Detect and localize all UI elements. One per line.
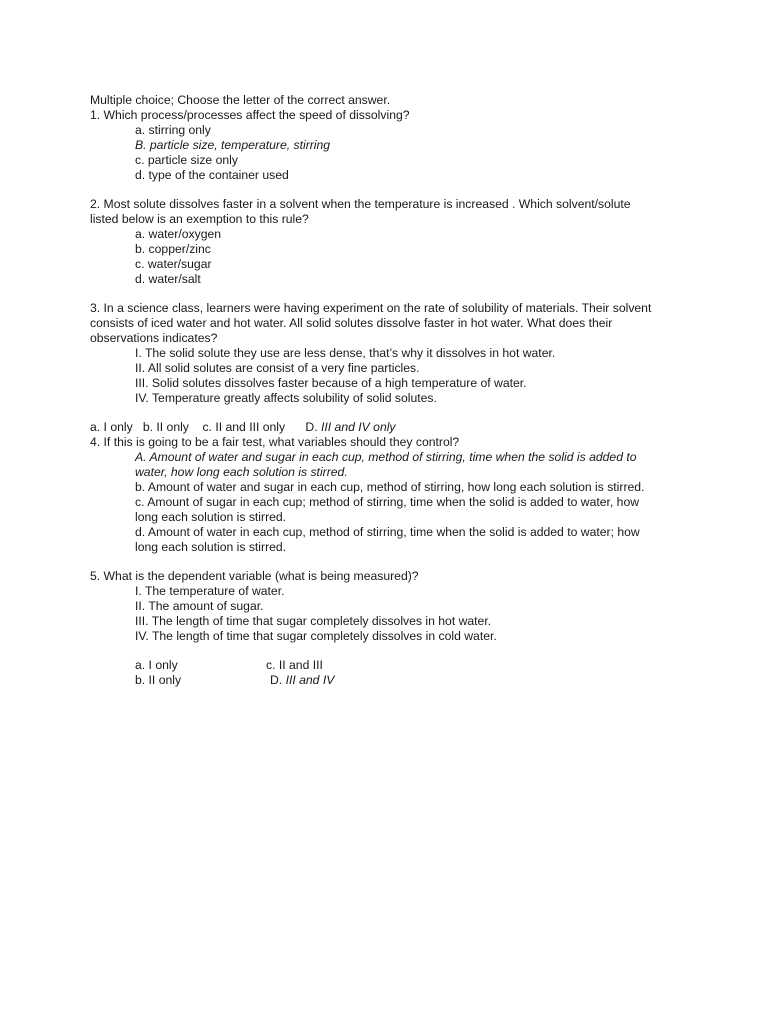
q3-statement-4: IV. Temperature greatly affects solubility of solid solutes.: [135, 391, 437, 405]
q4-option-d-line1: d. Amount of water in each cup, method of stirring, time when the solid is added to water; how: [135, 525, 640, 539]
q2-option-d: d. water/salt: [135, 272, 201, 286]
q3-question-line2: consists of iced water and hot water. All solid solutes dissolve faster in hot water. What does their: [90, 316, 613, 330]
q2-option-a: a. water/oxygen: [135, 227, 222, 241]
q4-option-a-line2: water, how long each solution is stirred.: [135, 465, 348, 479]
q5-statement-2: II. The amount of sugar.: [135, 599, 264, 613]
q4-option-d-line2: long each solution is stirred.: [135, 540, 287, 554]
q3-statement-3: III. Solid solutes dissolves faster because of a high temperature of water.: [135, 376, 527, 390]
q5-choice-d-prefix: D.: [270, 673, 286, 687]
q3-question-line1: 3. In a science class, learners were having experiment on the rate of solubility of materials. Their solvent: [90, 301, 652, 315]
q1-option-d: d. type of the container used: [135, 168, 289, 182]
q3-choices-prefix: a. I only b. II only c. II and III only D.: [90, 420, 321, 434]
q5-statement-4: IV. The length of time that sugar completely dissolves in cold water.: [135, 629, 497, 643]
q1-option-b: B. particle size, temperature, stirring: [135, 138, 331, 152]
q2-question-line1: 2. Most solute dissolves faster in a solvent when the temperature is increased . Which solvent/solute: [90, 197, 631, 211]
q4-option-c-line1: c. Amount of sugar in each cup; method of stirring, time when the solid is added to water, how: [135, 495, 640, 509]
q5-question: 5. What is the dependent variable (what is being measured)?: [90, 569, 419, 583]
q1-option-c: c. particle size only: [135, 153, 238, 167]
q1-option-a: a. stirring only: [135, 123, 211, 137]
q5-choice-c: c. II and III: [266, 658, 323, 672]
q5-choice-d: [270, 673, 334, 688]
q1-question: 1. Which process/processes affect the speed of dissolving?: [90, 108, 410, 122]
q5-choice-a: a. I only: [135, 658, 178, 672]
q4-option-b: b. Amount of water and sugar in each cup, method of stirring, how long each solution is stirred.: [135, 480, 645, 494]
q3-choices-answer: III and IV only: [321, 420, 396, 434]
q3-choices: [90, 420, 396, 435]
instructions: Multiple choice; Choose the letter of the correct answer.: [90, 93, 391, 107]
q3-statement-1: I. The solid solute they use are less dense, that’s why it dissolves in hot water.: [135, 346, 556, 360]
q3-question-line3: observations indicates?: [90, 331, 218, 345]
q4-option-c-line2: long each solution is stirred.: [135, 510, 287, 524]
q2-question-line2: listed below is an exemption to this rule?: [90, 212, 309, 226]
q3-statement-2: II. All solid solutes are consist of a very fine particles.: [135, 361, 420, 375]
q5-statement-3: III. The length of time that sugar completely dissolves in hot water.: [135, 614, 492, 628]
q5-statement-1: I. The temperature of water.: [135, 584, 285, 598]
q2-option-b: b. copper/zinc: [135, 242, 211, 256]
q5-choice-b: b. II only: [135, 673, 182, 687]
q2-option-c: c. water/sugar: [135, 257, 212, 271]
q5-choice-d-answer: III and IV: [285, 673, 335, 687]
q4-option-a-line1: A. Amount of water and sugar in each cup, method of stirring, time when the solid is added to: [135, 450, 637, 464]
q4-question: 4. If this is going to be a fair test, what variables should they control?: [90, 435, 460, 449]
